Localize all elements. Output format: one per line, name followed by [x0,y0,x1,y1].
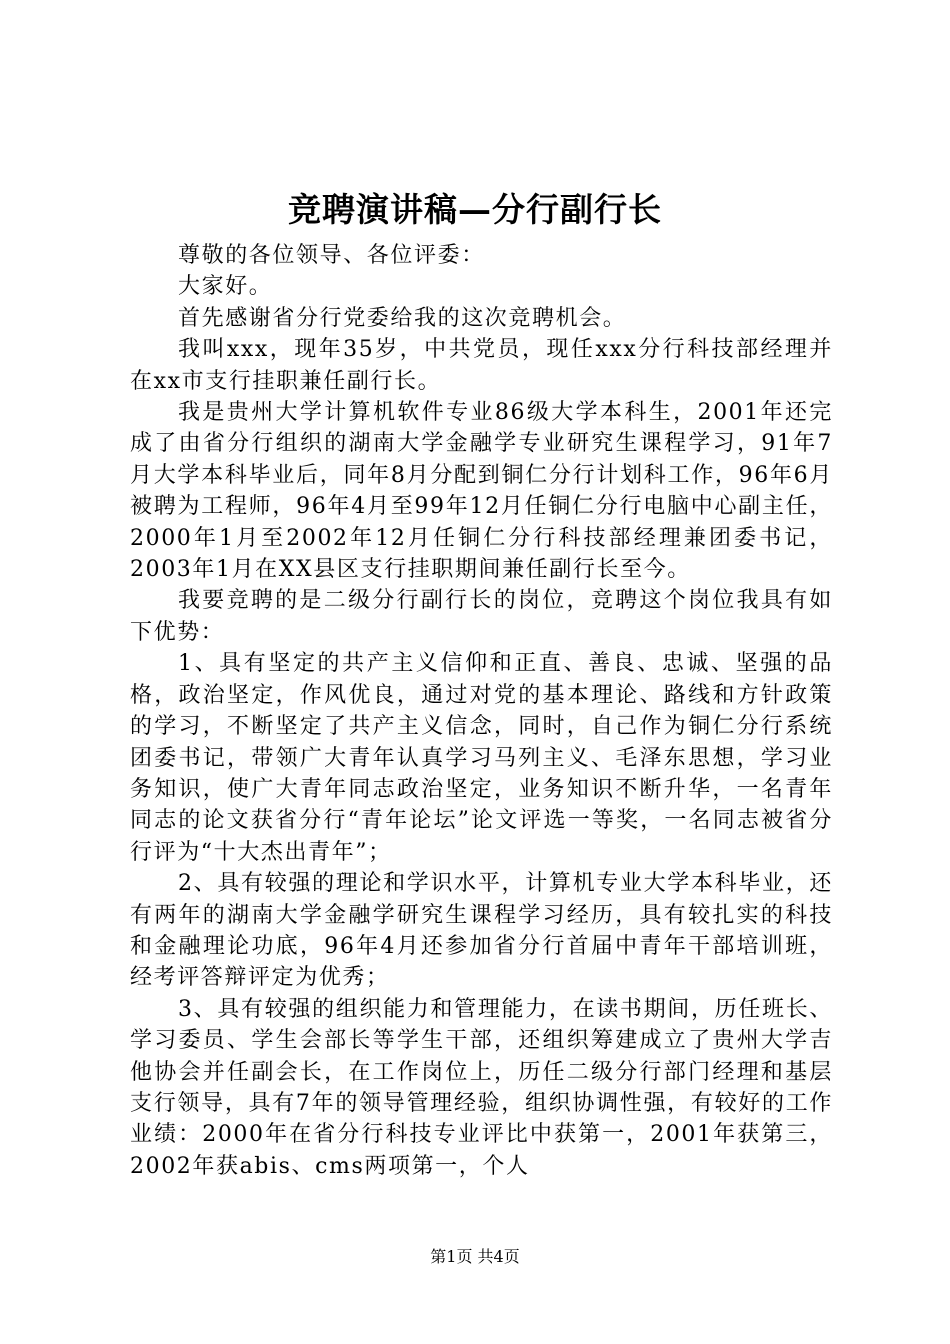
paragraph-background: 我是贵州大学计算机软件专业86级大学本科生，2001年还完成了由省分行组织的湖南大学金融学专业研究生课程学习，91年7月大学本科毕业后，同年8月分配到铜仁分行计划科工作，96年6月被聘为工程师，96年4月至99年12月任铜仁分行电脑中心副主任，2000年1月至2002年12月任铜仁分行科技部经理兼团委书记，2003年1月在XX县区支行挂职期间兼任副行长至今。 [130,400,833,583]
paragraph-position: 我要竞聘的是二级分行副行长的岗位，竞聘这个岗位我具有如下优势： [130,588,833,645]
paragraph-advantage-3: 3、具有较强的组织能力和管理能力，在读书期间，历任班长、学习委员、学生会部长等学生干部，还组织筹建成立了贵州大学吉他协会并任副会长，在工作岗位上，历任二级分行部门经理和基层支行领导，具有7年的领导管理经验，组织协调性强，有较好的工作业绩：2000年在省分行科技专业评比中获第一，2001年获第三，2002年获abis、cms两项第一，个人 [130,996,833,1179]
paragraph-advantage-1: 1、具有坚定的共产主义信仰和正直、善良、忠诚、坚强的品格，政治坚定，作风优良，通过对党的基本理论、路线和方针政策的学习，不断坚定了共产主义信念，同时，自己作为铜仁分行系统团委书记，带领广大青年认真学习马列主义、毛泽东思想，学习业务知识，使广大青年同志政治坚定，业务知识不断升华，一名青年同志的论文获省分行“青年论坛”论文评选一等奖，一名同志被省分行评为“十大杰出青年”； [130,651,833,865]
salutation: 尊敬的各位领导、各位评委： [178,243,485,268]
greeting: 大家好。 [178,274,273,300]
page-number: 第1页 共4页 [430,1247,520,1266]
paragraph-intro: 我叫xxx，现年35岁，中共党员，现任xxx分行科技部经理并在xx市支行挂职兼任副行长。 [130,337,833,394]
document-body [130,240,833,1182]
paragraph-advantage-2: 2、具有较强的理论和学识水平，计算机专业大学本科毕业，还有两年的湖南大学金融学研究生课程学习经历，具有较扎实的科技和金融理论功底，96年4月还参加省分行首届中青年干部培训班，经考评答辩评定为优秀； [130,871,833,991]
document-title: 竞聘演讲稿—分行副行长 [288,190,662,229]
paragraph-thanks: 首先感谢省分行党委给我的这次竞聘机会。 [178,305,627,331]
